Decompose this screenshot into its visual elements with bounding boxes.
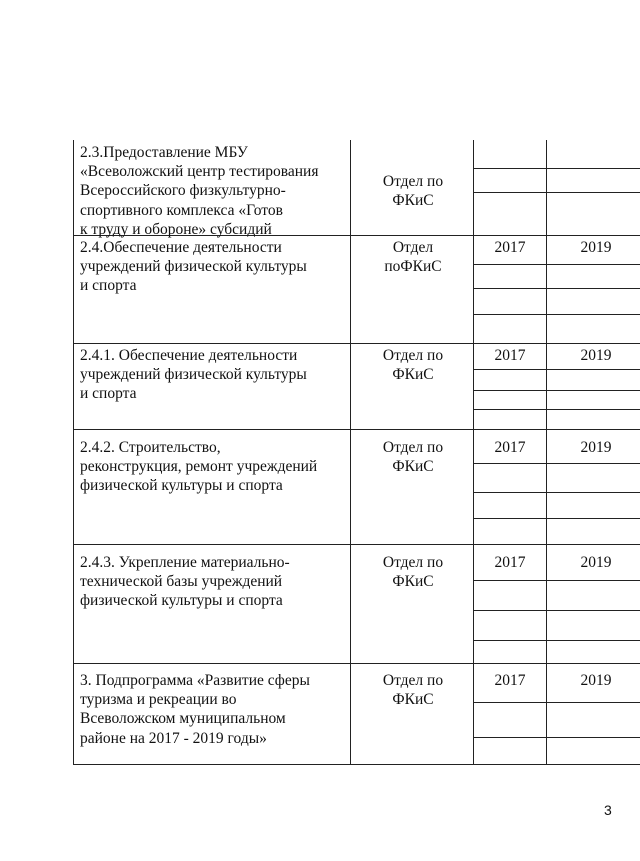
sub-row-line [473,518,640,519]
table-border-bottom [73,764,640,765]
row-year-end-cell: 2019 [580,239,612,256]
row-name-cell: 2.4.2. Строительство, реконструкция, ремонт учреждений физической культуры и спорта [80,439,318,495]
sub-row-line [473,369,640,370]
sub-row-line [473,409,640,410]
row-year-start-cell: 2017 [494,439,526,456]
row-separator [73,429,640,430]
row-year-end-cell: 2019 [580,347,612,364]
sub-row-line [473,192,640,193]
row-responsible-cell: Отдел по ФКиС [382,173,444,210]
column-divider-responsible [473,140,474,765]
row-year-start-cell: 2017 [494,672,526,689]
sub-row-line [473,463,640,464]
column-divider-year [546,140,547,765]
row-name-cell: 2.4.1. Обеспечение деятельности учреждений физической культуры и спорта [80,347,307,403]
sub-row-line [473,314,640,315]
row-name-cell: 2.3.Предоставление МБУ «Всеволожский центр тестирования Всероссийского физкультурно- спортивного комплекса «Готов к труду и обороне» субсидий [80,144,319,238]
row-name-cell: 2.4.3. Укрепление материально- технической базы учреждений физической культуры и спорта [80,554,290,610]
row-year-end-cell: 2019 [580,554,612,571]
table-border-left [73,140,74,765]
row-separator [73,663,640,664]
sub-row-line [473,390,640,391]
sub-row-line [473,640,640,641]
row-separator [73,544,640,545]
sub-row-line [473,492,640,493]
sub-row-line [473,737,640,738]
row-name-cell: 2.4.Обеспечение деятельности учреждений физической культуры и спорта [80,239,307,295]
sub-row-line [473,702,640,703]
row-responsible-cell: Отдел по ФКиС [382,554,444,591]
sub-row-line [473,264,640,265]
row-year-start-cell: 2017 [494,554,526,571]
page-number: 3 [604,802,612,818]
row-responsible-cell: Отдел поФКиС [384,239,442,276]
row-year-start-cell: 2017 [494,347,526,364]
row-year-end-cell: 2019 [580,672,612,689]
sub-row-line [473,168,640,169]
sub-row-line [473,580,640,581]
sub-row-line [473,288,640,289]
row-responsible-cell: Отдел по ФКиС [382,672,444,709]
row-responsible-cell: Отдел по ФКиС [382,347,444,384]
sub-row-line [473,610,640,611]
row-year-start-cell: 2017 [494,239,526,256]
row-separator [73,343,640,344]
row-responsible-cell: Отдел по ФКиС [382,439,444,476]
row-year-end-cell: 2019 [580,439,612,456]
row-name-cell: 3. Подпрограмма «Развитие сферы туризма и рекреации во Всеволожском муниципальном районе на 2017 - 2019 годы» [80,672,310,747]
